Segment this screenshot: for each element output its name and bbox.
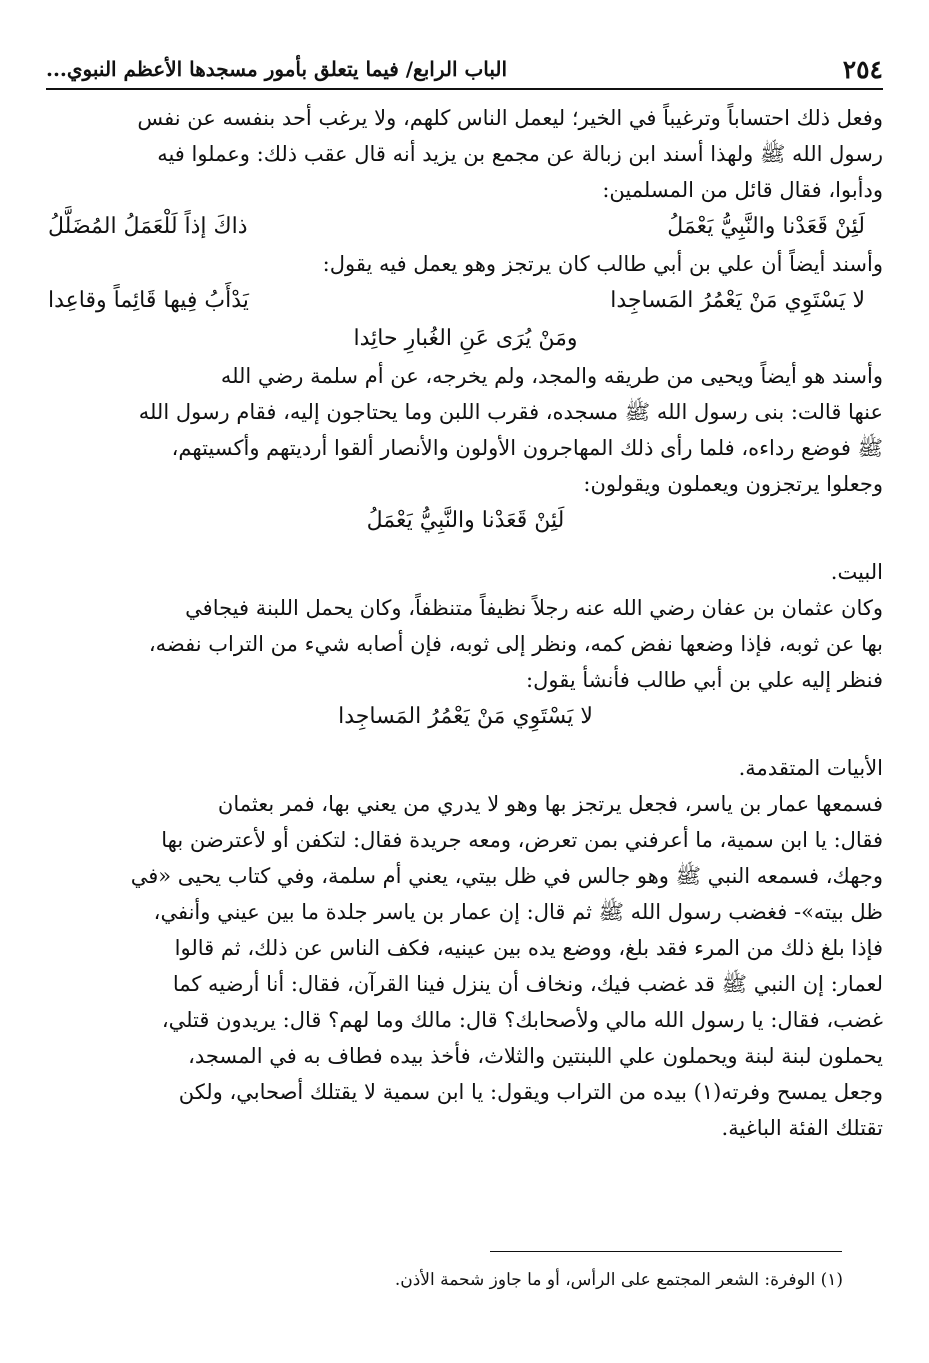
text-line: فنظر إليه علي بن أبي طالب فأنشأ يقول: bbox=[526, 668, 883, 692]
text-line: وفعل ذلك احتساباً وترغيباً في الخير؛ ليعمل الناس كلهم، ولا يرغب أحد بنفسه عن نفس bbox=[137, 106, 883, 130]
poem-verse bbox=[48, 320, 883, 358]
verse-hemistich: يَدْأَبُ فِيها قَائِماً وقاعِدا bbox=[48, 288, 249, 313]
text-line: وأسند أيضاً أن علي بن أبي طالب كان يرتجز وهو يعمل فيه يقول: bbox=[322, 252, 883, 276]
footnote-divider bbox=[490, 1251, 842, 1252]
poem-verse bbox=[48, 502, 883, 540]
text-line: وجهك، فسمعه النبي ﷺ وهو جالس في ظل بيتي، يعني أم سلمة، وفي كتاب يحيى «في bbox=[130, 864, 883, 888]
main-text bbox=[48, 100, 883, 1146]
text-line: فسمعها عمار بن ياسر، فجعل يرتجز بها وهو لا يدري من يعني بها، فمر بعثمان bbox=[217, 792, 883, 816]
verse-hemistich: لَئِنْ قَعَدْنا والنَّبِيُّ يَعْمَلُ bbox=[667, 214, 865, 239]
text-line: يحملون لبنة لبنة ويحملون علي اللبنتين والثلاث، فأخذ بيده فطاف به في المسجد، bbox=[188, 1044, 883, 1068]
text-line: فإذا بلغ ذلك من المرء فقد بلغ، ووضع يده بين عينيه، فكف الناس عن ذلك، ثم قالوا bbox=[174, 936, 883, 960]
text-line: وكان عثمان بن عفان رضي الله عنه رجلاً نظيفاً متنظفاً، وكان يحمل اللبنة فيجافي bbox=[185, 596, 883, 620]
text-line: رسول الله ﷺ ولهذا أسند ابن زبالة عن مجمع بن يزيد أنه قال عقب ذلك: وعملوا فيه bbox=[157, 142, 883, 166]
text-line: فقال: يا ابن سمية، ما أعرفني بمن تعرض، ومعه جريدة فقال: لتكفن أو لأعترضن بها bbox=[161, 828, 883, 852]
poem-verse bbox=[48, 282, 883, 320]
verse-hemistich: لا يَسْتَوِي مَنْ يَعْمُرُ المَساجِدا bbox=[338, 704, 593, 729]
text-line: عنها قالت: بنى رسول الله ﷺ مسجده، فقرب اللبن وما يحتاجون إليه، فقام رسول الله bbox=[138, 400, 883, 424]
running-title: الباب الرابع/ فيما يتعلق بأمور مسجدها الأعظم النبوي... bbox=[46, 57, 508, 81]
footnote: (١) الوفرة: الشعر المجتمع على الرأس، أو ما جاوز شحمة الأذن. bbox=[394, 1270, 843, 1290]
text-line: تقتلك الفئة الباغية. bbox=[721, 1116, 883, 1140]
text-line: وأسند هو أيضاً ويحيى من طريقه والمجد، ولم يخرجه، عن أم سلمة رضي الله bbox=[220, 364, 883, 388]
verse-hemistich: لَئِنْ قَعَدْنا والنَّبِيُّ يَعْمَلُ bbox=[366, 508, 565, 533]
verse-reference: البيت. bbox=[830, 560, 883, 584]
text-line: ظل بيته»- فغضب رسول الله ﷺ ثم قال: إن عمار بن ياسر جلدة ما بين عيني وأنفي، bbox=[153, 900, 883, 924]
poem-verse bbox=[48, 208, 883, 246]
verse-reference: الأبيات المتقدمة. bbox=[738, 756, 883, 780]
verse-hemistich: لا يَسْتَوِي مَنْ يَعْمُرُ المَساجِدا bbox=[610, 288, 865, 313]
text-line: وجعلوا يرتجزون ويعملون ويقولون: bbox=[583, 472, 883, 496]
page-number: ٢٥٤ bbox=[842, 54, 883, 84]
text-line: ﷺ فوضع رداءه، فلما رأى ذلك المهاجرون الأولون والأنصار ألقوا أرديتهم وأكسيتهم، bbox=[171, 436, 883, 460]
text-line: غضب، فقال: يا رسول الله مالي ولأصحابك؟ قال: مالك وما لهم؟ قال: يريدون قتلي، bbox=[161, 1008, 883, 1032]
text-line: وجعل يمسح وفرته(١) بيده من التراب ويقول: يا ابن سمية لا يقتلك أصحابي، ولكن bbox=[178, 1080, 883, 1104]
text-line: بها عن ثوبه، فإذا وضعها نفض كمه، ونظر إلى ثوبه، فإن أصابه شيء من التراب نفضه، bbox=[148, 632, 883, 656]
text-line: لعمار: إن النبي ﷺ قد غضب فيك، ونخاف أن ينزل فينا القرآن، فقال: أنا أرضيه كما bbox=[172, 972, 883, 996]
verse-hemistich: ومَنْ يُرَى عَنِ الغُبارِ حائِدا bbox=[353, 326, 578, 351]
text-line: ودأبوا، فقال قائل من المسلمين: bbox=[602, 178, 883, 202]
verse-hemistich: ذاكَ إذاً لَلْعَمَلُ المُضَلَّلُ bbox=[48, 214, 248, 239]
page-header bbox=[46, 50, 883, 90]
poem-verse bbox=[48, 698, 883, 736]
